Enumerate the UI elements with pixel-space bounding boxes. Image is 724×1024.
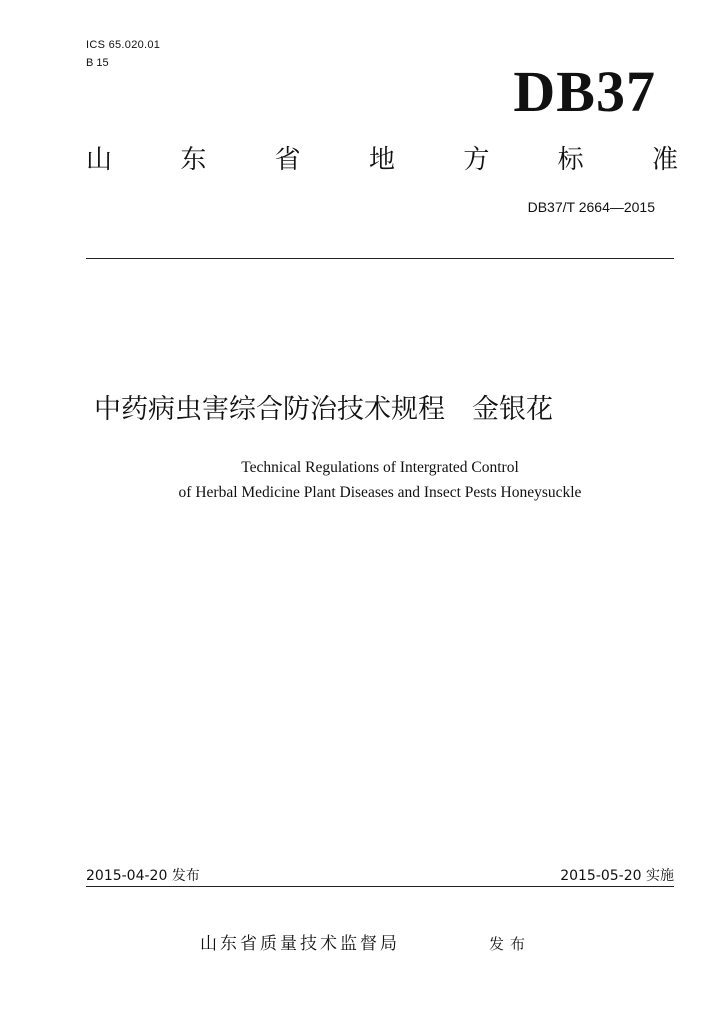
standard-type-heading [86, 144, 678, 176]
issuing-authority: 山东省质量技术监督局 [200, 934, 400, 954]
standard-type-char: 方 [463, 145, 490, 175]
implement-date: 2015-05-20 实施 [560, 868, 674, 884]
english-title [86, 455, 674, 505]
standard-type-char: 东 [180, 145, 207, 175]
db37-logo: DB37 [513, 59, 656, 124]
standard-type-char: 地 [368, 145, 395, 175]
ccs-code: B 15 [86, 57, 109, 69]
release-date: 2015-04-20 发布 [86, 868, 200, 884]
top-divider [86, 258, 674, 259]
english-title-line-1: Technical Regulations of Intergrated Control [241, 459, 519, 476]
english-title-line-2: of Herbal Medicine Plant Diseases and Insect Pests Honeysuckle [178, 484, 582, 501]
standard-type-char: 标 [557, 145, 584, 175]
bottom-divider [86, 886, 674, 887]
issue-label: 发布 [489, 935, 532, 953]
standard-type-char: 准 [651, 145, 678, 175]
standard-type-char: 山 [86, 145, 113, 175]
standard-type-char: 省 [274, 145, 301, 175]
ics-code: ICS 65.020.01 [86, 39, 161, 51]
dates-row [86, 866, 674, 886]
standard-code: DB37/T 2664—2015 [527, 199, 655, 215]
chinese-title: 中药病虫害综合防治技术规程 金银花 [94, 394, 553, 425]
